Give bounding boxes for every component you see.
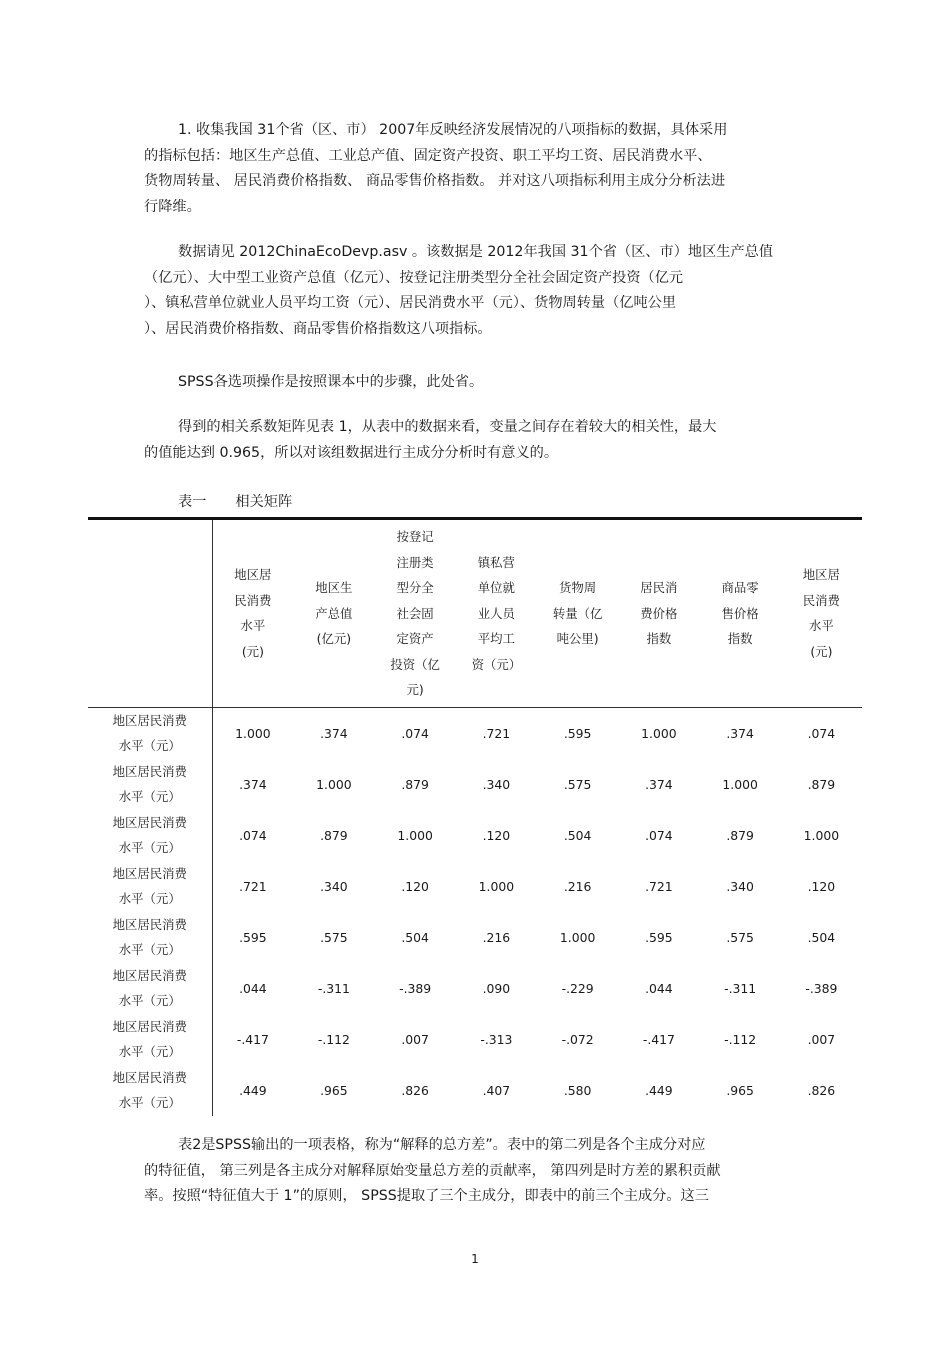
table-cell: .074	[401, 725, 429, 741]
column-header-line: 平均工	[477, 631, 515, 646]
row-header	[88, 1014, 212, 1065]
table-cell: .879	[726, 827, 754, 843]
column-header-line: (元)	[241, 643, 264, 659]
table-cell: .504	[807, 929, 836, 945]
table-cell: .580	[563, 1082, 592, 1098]
column-header-line: (亿元)	[316, 631, 352, 646]
row-header-line: 水平（元）	[118, 840, 181, 855]
row-header	[88, 1065, 212, 1116]
table-cell: .090	[482, 980, 511, 996]
table-cell: .721	[239, 878, 267, 894]
table-cell: .007	[401, 1031, 429, 1047]
text-line: 的指标包括：地区生产总值、工业总产值、固定资产投资、职工平均工资、居民消费水平、	[144, 147, 712, 164]
row-header	[88, 912, 212, 963]
table-cell: .449	[645, 1082, 673, 1098]
table-cell: 1.000	[397, 827, 433, 843]
table-row	[88, 707, 862, 759]
table-cell: .449	[239, 1082, 267, 1098]
table-cell: .595	[645, 929, 673, 945]
column-header	[375, 519, 456, 708]
table-cell: .595	[239, 929, 267, 945]
row-header	[88, 963, 212, 1014]
row-header	[88, 707, 212, 759]
table-cell: -.311	[724, 980, 757, 996]
text-line: （亿元）、大中型工业资产总值（亿元）、按登记注册类型分全社会固定资产投资（亿元	[144, 269, 684, 286]
table-cell: .575	[320, 929, 348, 945]
column-header-line: 按登记	[396, 529, 434, 544]
table-cell: 1.000	[559, 929, 596, 945]
column-header	[293, 519, 374, 708]
column-header-line: 居民消	[640, 580, 678, 595]
table-cell: .340	[320, 878, 348, 894]
column-header-line: 水平	[808, 618, 834, 634]
row-header-line: 地区居民消费	[112, 712, 187, 728]
table-cell: .965	[726, 1082, 754, 1098]
table-cell: -.313	[480, 1031, 513, 1047]
table-cell: .575	[563, 776, 592, 792]
text-line: SPSS各选项操作是按照课本中的步骤，此处省。	[178, 374, 484, 390]
table-cell: .007	[807, 1031, 836, 1047]
table-cell: .407	[482, 1082, 511, 1098]
row-header-line: 水平（元）	[118, 942, 181, 957]
column-header-line: (元)	[810, 643, 833, 659]
column-header	[537, 519, 618, 708]
table-row	[88, 1014, 862, 1065]
text-line: 的值能达到 0.965，所以对该组数据进行主成分分析时有意义的。	[144, 444, 559, 461]
table-cell: .044	[645, 980, 673, 996]
table-cell: 1.000	[478, 878, 515, 894]
column-header-line: 产总值	[315, 605, 353, 621]
table-cell: .340	[726, 878, 754, 894]
text-line: 数据请见 2012ChinaEcoDevp.asv 。该数据是 2012年我国 31个省（区、市）地区生产总值	[178, 244, 774, 260]
row-header-line: 水平（元）	[118, 993, 181, 1008]
column-header-line: 货物周	[559, 580, 597, 595]
table-cell: .074	[807, 725, 836, 741]
column-header-line: 地区生	[315, 580, 353, 595]
column-header-line: 投资（亿	[390, 656, 440, 672]
caption-title: 相关矩阵	[235, 494, 293, 510]
table-cell: -.389	[805, 980, 838, 996]
text-line: 货物周转量、 居民消费价格指数、 商品零售价格指数。 并对这八项指标利用主成分分析法进	[144, 173, 726, 189]
table-cell: .504	[563, 827, 592, 843]
table-cell: .044	[239, 980, 267, 996]
column-header-line: 民消费	[802, 592, 840, 608]
column-header-line: 注册类	[396, 554, 434, 570]
row-header-line: 水平（元）	[118, 789, 181, 804]
table-cell: -.112	[317, 1031, 350, 1047]
column-header-line: 资（元）	[471, 656, 522, 672]
table-cell: .826	[807, 1082, 836, 1098]
column-header	[618, 519, 699, 708]
row-header-line: 地区居民消费	[112, 967, 187, 983]
text-line: 的特征值， 第三列是各主成分对解释原始变量总方差的贡献率， 第四列是时方差的累积贡献	[144, 1162, 721, 1179]
table-cell: .879	[320, 827, 348, 843]
column-header-line: 费价格	[640, 605, 678, 621]
table-cell: -.417	[236, 1031, 269, 1047]
table-row	[88, 1065, 862, 1116]
column-header-line: 型分全	[396, 580, 434, 595]
column-header	[212, 519, 293, 708]
table-cell: .826	[401, 1082, 429, 1098]
table-cell: .504	[401, 929, 429, 945]
caption-number: 表一	[178, 494, 207, 510]
table-cell: .721	[645, 878, 673, 894]
table-row	[88, 810, 862, 861]
table-cell: .216	[482, 929, 511, 945]
table-cell: -.112	[724, 1031, 757, 1047]
column-header-line: 指数	[646, 631, 672, 646]
text-line: 1. 收集我国 31个省（区、市） 2007年反映经济发展情况的八项指标的数据，具体采用	[178, 122, 728, 138]
table-cell: .340	[482, 776, 511, 792]
table-cell: .879	[807, 776, 836, 792]
table-header-row	[88, 519, 862, 708]
column-header-line: 指数	[727, 631, 753, 646]
spss-note-paragraph	[144, 370, 794, 396]
text-line: 表2是SPSS输出的一项表格，称为“解释的总方差”。表中的第二列是各个主成分对应	[178, 1137, 706, 1153]
column-header-line: 地区居	[234, 567, 272, 583]
column-header-line: 社会固	[396, 605, 434, 621]
table-cell: .374	[239, 776, 267, 792]
row-header-line: 水平（元）	[118, 738, 181, 753]
row-header-line: 地区居民消费	[112, 1069, 187, 1085]
table-row	[88, 759, 862, 810]
row-header-line: 地区居民消费	[112, 763, 187, 779]
table-cell: .374	[320, 725, 348, 741]
table-cell: .595	[563, 725, 592, 741]
column-header-line: 转量（亿	[552, 605, 603, 621]
column-header	[456, 519, 537, 708]
table-cell: -.229	[561, 980, 594, 996]
row-header-line: 地区居民消费	[112, 814, 187, 830]
text-line: 率。按照“特征值大于 1”的原则， SPSS提取了三个主成分，即表中的前三个主成分。这三	[144, 1188, 709, 1204]
column-header-line: 业人员	[477, 605, 515, 621]
table-cell: .374	[726, 725, 754, 741]
row-header-line: 地区居民消费	[112, 865, 187, 881]
table-cell: .120	[401, 878, 429, 894]
table-cell: .074	[645, 827, 673, 843]
table-cell: .374	[645, 776, 673, 792]
table-cell: .216	[563, 878, 592, 894]
text-line: 行降维。	[144, 198, 201, 215]
table-cell: .879	[401, 776, 429, 792]
table-cell: .120	[807, 878, 836, 894]
text-line: ）、居民消费价格指数、商品零售价格指数这八项指标。	[144, 320, 492, 337]
column-header-line: 单位就	[477, 580, 515, 595]
corner-cell	[88, 519, 212, 708]
table-cell: -.311	[317, 980, 350, 996]
table-cell: -.072	[561, 1031, 594, 1047]
row-header-line: 地区居民消费	[112, 1018, 187, 1034]
column-header	[781, 519, 862, 708]
row-header-line: 水平（元）	[118, 891, 181, 906]
table-cell: .721	[482, 725, 511, 741]
text-line: ）、镇私营单位就业人员平均工资（元）、居民消费水平（元）、货物周转量（亿吨公里	[144, 295, 677, 311]
correlation-paragraph	[144, 415, 794, 466]
variance-paragraph	[144, 1133, 794, 1210]
text-line: 得到的相关系数矩阵见表 1，从表中的数据来看，变量之间存在着较大的相关性，最大	[178, 419, 717, 435]
row-header-line: 水平（元）	[118, 1044, 181, 1059]
table-cell: -.389	[399, 980, 432, 996]
column-header	[700, 519, 781, 708]
table-cell: .074	[239, 827, 267, 843]
table-row	[88, 963, 862, 1014]
table-row	[88, 912, 862, 963]
row-header-line: 水平（元）	[118, 1095, 181, 1110]
table-row	[88, 861, 862, 912]
column-header-line: 镇私营	[477, 554, 515, 570]
table-cell: .965	[320, 1082, 348, 1098]
column-header-line: 吨公里)	[556, 631, 599, 646]
row-header	[88, 861, 212, 912]
table-caption	[178, 491, 292, 511]
data-description-paragraph	[144, 240, 794, 342]
correlation-matrix-table	[88, 517, 862, 1116]
column-header-line: 地区居	[802, 567, 840, 583]
row-header	[88, 759, 212, 810]
column-header-line: 元)	[406, 682, 424, 697]
page-number: 1	[471, 1252, 479, 1266]
table-cell: 1.000	[641, 725, 677, 741]
column-header-line: 民消费	[234, 592, 272, 608]
column-header-line: 商品零	[721, 580, 759, 595]
table-cell: 1.000	[803, 827, 840, 843]
intro-paragraph	[144, 118, 794, 220]
table-cell: 1.000	[722, 776, 758, 792]
table-cell: .120	[482, 827, 511, 843]
table-cell: -.417	[642, 1031, 675, 1047]
row-header-line: 地区居民消费	[112, 916, 187, 932]
column-header-line: 售价格	[721, 605, 759, 621]
column-header-line: 定资产	[396, 631, 434, 646]
table-cell: 1.000	[316, 776, 352, 792]
row-header	[88, 810, 212, 861]
column-header-line: 水平	[240, 618, 266, 634]
table-cell: .575	[726, 929, 754, 945]
table-cell: 1.000	[235, 725, 271, 741]
